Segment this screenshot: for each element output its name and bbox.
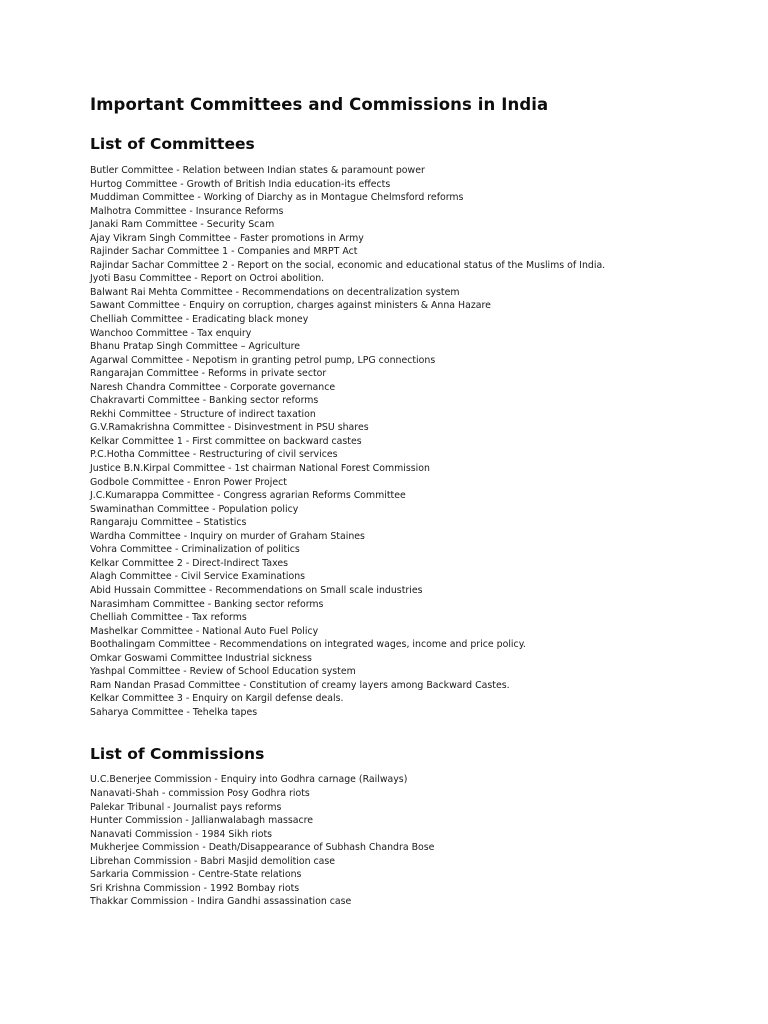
committee-item: Kelkar Committee 2 - Direct-Indirect Taxes: [90, 557, 288, 569]
committee-item: G.V.Ramakrishna Committee - Disinvestment in PSU shares: [90, 422, 369, 434]
committee-item: Malhotra Committee - Insurance Reforms: [90, 205, 284, 217]
committee-item: J.C.Kumarappa Committee - Congress agrarian Reforms Committee: [90, 490, 406, 502]
commission-item: U.C.Benerjee Commission - Enquiry into Godhra carnage (Railways): [90, 774, 408, 786]
committee-item: Bhanu Pratap Singh Committee – Agriculture: [90, 341, 301, 353]
committee-list: [90, 164, 750, 719]
commission-item: Sarkaria Commission - Centre-State relations: [90, 869, 302, 881]
committee-item: Boothalingam Committee - Recommendations on integrated wages, income and price policy.: [90, 639, 526, 651]
committee-item: Justice B.N.Kirpal Committee - 1st chairman National Forest Commission: [90, 463, 430, 475]
committee-item: Wanchoo Committee - Tax enquiry: [90, 327, 252, 339]
committee-item: Sawant Committee - Enquiry on corruption, charges against ministers & Anna Hazare: [90, 300, 491, 312]
committee-item: Agarwal Committee - Nepotism in granting petrol pump, LPG connections: [90, 354, 436, 366]
committee-item: Kelkar Committee 1 - First committee on backward castes: [90, 435, 362, 447]
committee-item: Rangaraju Committee – Statistics: [90, 517, 247, 529]
commission-item: Sri Krishna Commission - 1992 Bombay riots: [90, 882, 300, 894]
commission-item: Nanavati Commission - 1984 Sikh riots: [90, 828, 273, 840]
commission-item: Nanavati-Shah - commission Posy Godhra riots: [90, 787, 310, 799]
commissions-heading: List of Commissions: [90, 745, 265, 764]
document-page: [90, 94, 750, 909]
committee-item: Rekhi Committee - Structure of indirect taxation: [90, 408, 316, 420]
committee-item: Naresh Chandra Committee - Corporate governance: [90, 381, 336, 393]
committee-item: Rangarajan Committee - Reforms in private sector: [90, 368, 327, 380]
document-title: Important Committees and Commissions in India: [90, 95, 549, 114]
committee-item: Abid Hussain Committee - Recommendations on Small scale industries: [90, 584, 423, 596]
committee-item: Chakravarti Committee - Banking sector reforms: [90, 395, 319, 407]
committee-item: Ajay Vikram Singh Committee - Faster promotions in Army: [90, 232, 364, 244]
committee-item: Janaki Ram Committee - Security Scam: [90, 219, 275, 231]
committee-item: Omkar Goswami Committee Industrial sickness: [90, 652, 312, 664]
committee-item: Rajindar Sachar Committee 2 - Report on the social, economic and educational status of the Muslims of India.: [90, 259, 606, 271]
committee-item: Jyoti Basu Committee - Report on Octroi abolition.: [90, 273, 325, 285]
committee-item: Narasimham Committee - Banking sector reforms: [90, 598, 324, 610]
committee-item: Muddiman Committee - Working of Diarchy as in Montague Chelmsford reforms: [90, 192, 464, 204]
commission-list: [90, 773, 750, 908]
committee-item: Yashpal Committee - Review of School Education system: [90, 666, 356, 678]
commission-item: Thakkar Commission - Indira Gandhi assassination case: [90, 896, 352, 908]
committee-item: Hurtog Committee - Growth of British India education-its effects: [90, 178, 391, 190]
committee-item: Chelliah Committee - Eradicating black money: [90, 314, 309, 326]
committee-item: Kelkar Committee 3 - Enquiry on Kargil defense deals.: [90, 693, 344, 705]
committee-item: Mashelkar Committee - National Auto Fuel Policy: [90, 625, 319, 637]
commission-item: Mukherjee Commission - Death/Disappearance of Subhash Chandra Bose: [90, 842, 435, 854]
committee-item: Ram Nandan Prasad Committee - Constitution of creamy layers among Backward Castes.: [90, 679, 510, 691]
committee-item: Butler Committee - Relation between Indian states & paramount power: [90, 165, 425, 176]
committee-item: P.C.Hotha Committee - Restructuring of civil services: [90, 449, 338, 461]
commission-item: Palekar Tribunal - Journalist pays reforms: [90, 801, 282, 813]
committee-item: Godbole Committee - Enron Power Project: [90, 476, 287, 488]
committee-item: Alagh Committee - Civil Service Examinations: [90, 571, 306, 583]
committee-item: Chelliah Committee - Tax reforms: [90, 612, 247, 624]
committee-item: Saharya Committee - Tehelka tapes: [90, 706, 258, 718]
committee-item: Wardha Committee - Inquiry on murder of Graham Staines: [90, 530, 365, 542]
committee-item: Swaminathan Committee - Population policy: [90, 503, 299, 515]
committees-heading: List of Committees: [90, 135, 255, 153]
commission-item: Hunter Commission - Jallianwalabagh massacre: [90, 815, 314, 827]
commission-item: Librehan Commission - Babri Masjid demolition case: [90, 855, 336, 867]
committee-item: Vohra Committee - Criminalization of politics: [90, 544, 300, 556]
committee-item: Rajinder Sachar Committee 1 - Companies and MRPT Act: [90, 246, 358, 258]
committee-item: Balwant Rai Mehta Committee - Recommendations on decentralization system: [90, 286, 460, 298]
